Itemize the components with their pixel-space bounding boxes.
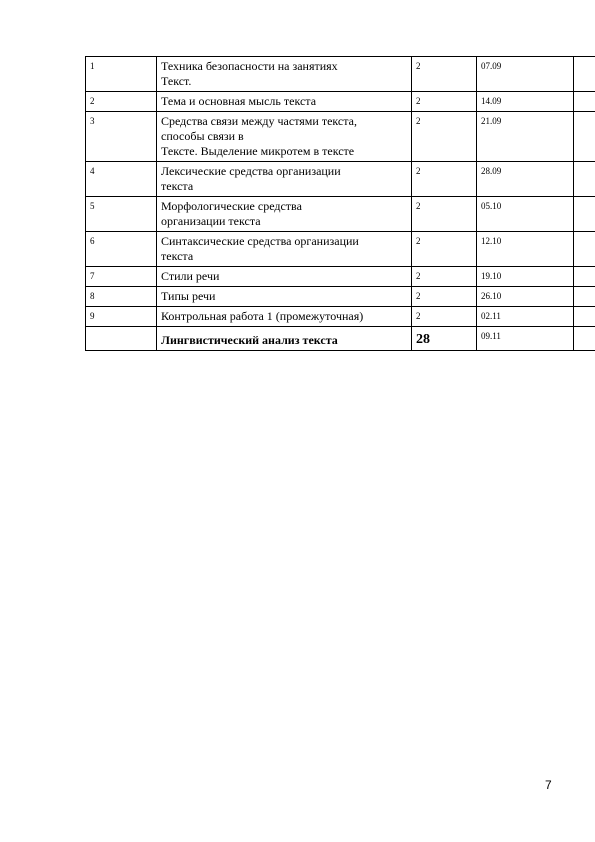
- lesson-topic-line: Контрольная работа 1 (промежуточная): [161, 309, 364, 323]
- lesson-hours: 2: [412, 92, 477, 112]
- lesson-topic: [157, 287, 412, 307]
- lesson-topic: [157, 307, 412, 327]
- lesson-number: 3: [86, 112, 157, 162]
- lesson-date: 19.10: [477, 267, 574, 287]
- table-row: [86, 162, 595, 197]
- lesson-date: 14.09: [477, 92, 574, 112]
- lesson-date: 26.10: [477, 287, 574, 307]
- notes-cell: [574, 57, 595, 92]
- notes-cell: [574, 197, 595, 232]
- table-row: [86, 92, 595, 112]
- table-row: [86, 112, 595, 162]
- lesson-topic-line: Средства связи между частями текста,: [161, 114, 357, 128]
- notes-cell: [574, 162, 595, 197]
- lesson-number: 9: [86, 307, 157, 327]
- lesson-topic: [157, 267, 412, 287]
- total-hours: 28: [412, 327, 477, 351]
- notes-cell: [574, 327, 595, 351]
- lesson-number: 2: [86, 92, 157, 112]
- table-row: [86, 267, 595, 287]
- notes-cell: [574, 267, 595, 287]
- table-row: [86, 197, 595, 232]
- table-row: [86, 287, 595, 307]
- lesson-hours: 2: [412, 112, 477, 162]
- lesson-topic-line: организации текста: [161, 214, 261, 228]
- lesson-topic: [157, 232, 412, 267]
- total-row: [86, 327, 595, 351]
- lesson-topic: [157, 92, 412, 112]
- lesson-hours: 2: [412, 162, 477, 197]
- lesson-topic: [157, 197, 412, 232]
- lesson-topic: [157, 162, 412, 197]
- lesson-topic-line: Тема и основная мысль текста: [161, 94, 317, 108]
- lesson-topic-line: текста: [161, 249, 194, 263]
- lesson-hours: 2: [412, 197, 477, 232]
- lesson-topic-line: Типы речи: [161, 289, 216, 303]
- lesson-number: 8: [86, 287, 157, 307]
- lesson-plan-body: [86, 57, 595, 351]
- notes-cell: [574, 232, 595, 267]
- lesson-date: 21.09: [477, 112, 574, 162]
- lesson-date: 07.09: [477, 57, 574, 92]
- lesson-plan-table: [85, 56, 595, 351]
- lesson-topic-line: Лексические средства организации: [161, 164, 341, 178]
- table-row: [86, 232, 595, 267]
- lesson-topic-line: способы связи в: [161, 129, 244, 143]
- notes-cell: [574, 92, 595, 112]
- lesson-hours: 2: [412, 57, 477, 92]
- table-row: [86, 57, 595, 92]
- notes-cell: [574, 287, 595, 307]
- lesson-number: 1: [86, 57, 157, 92]
- lesson-topic-line: Морфологические средства: [161, 199, 302, 213]
- notes-cell: [574, 112, 595, 162]
- lesson-number: 6: [86, 232, 157, 267]
- lesson-topic-line: Тексте. Выделение микротем в тексте: [161, 144, 355, 158]
- total-topic: Лингвистический анализ текста: [157, 327, 412, 351]
- lesson-hours: 2: [412, 267, 477, 287]
- lesson-number: 7: [86, 267, 157, 287]
- lesson-topic-line: текста: [161, 179, 194, 193]
- lesson-number: 5: [86, 197, 157, 232]
- page-number: 7: [545, 778, 552, 792]
- lesson-date: 02.11: [477, 307, 574, 327]
- lesson-hours: 2: [412, 307, 477, 327]
- lesson-topic: [157, 112, 412, 162]
- lesson-topic-line: Стили речи: [161, 269, 220, 283]
- lesson-date: 12.10: [477, 232, 574, 267]
- lesson-hours: 2: [412, 232, 477, 267]
- lesson-hours: 2: [412, 287, 477, 307]
- lesson-number: 4: [86, 162, 157, 197]
- total-number: [86, 327, 157, 351]
- lesson-topic-line: Синтаксические средства организации: [161, 234, 359, 248]
- lesson-topic: [157, 57, 412, 92]
- lesson-date: 05.10: [477, 197, 574, 232]
- lesson-topic-line: Текст.: [161, 74, 192, 88]
- total-date: 09.11: [477, 327, 574, 351]
- lesson-date: 28.09: [477, 162, 574, 197]
- notes-cell: [574, 307, 595, 327]
- table-row: [86, 307, 595, 327]
- lesson-topic-line: Техника безопасности на занятиях: [161, 59, 338, 73]
